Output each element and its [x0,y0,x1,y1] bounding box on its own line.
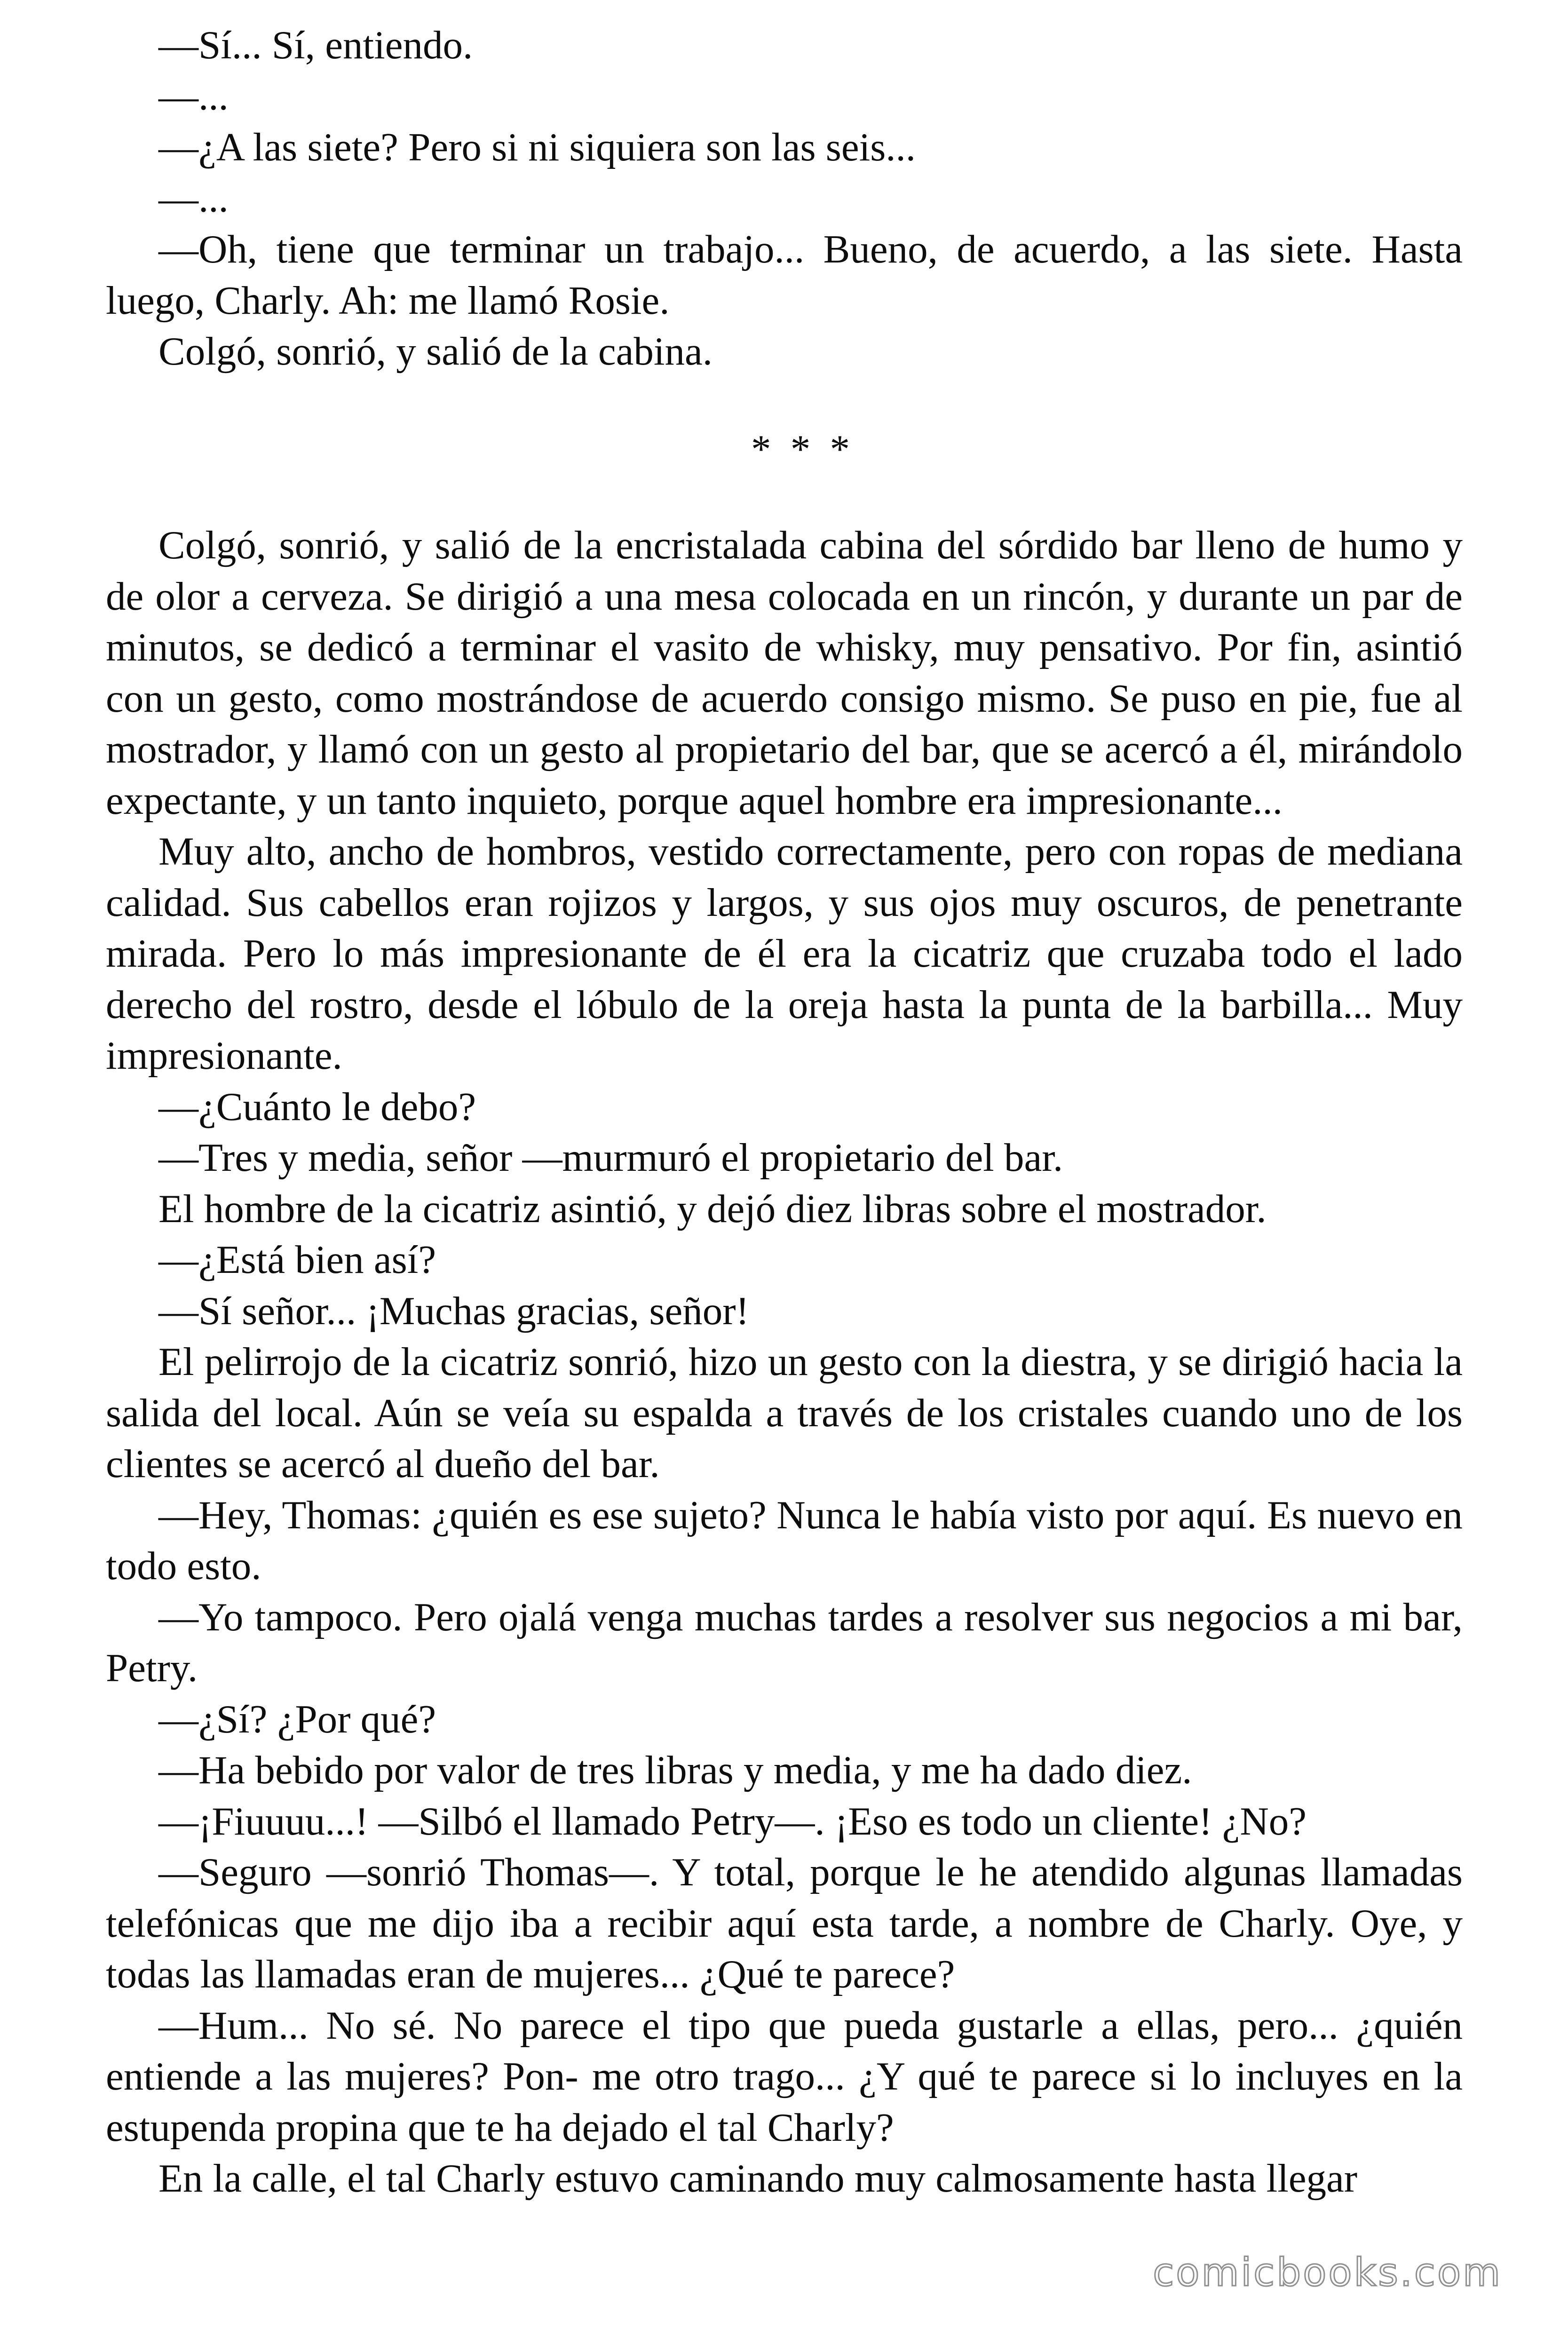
paragraph: —... [158,74,229,119]
paragraph: —... [158,176,229,221]
paragraph: —Yo tampoco. Pero ojalá venga muchas tardes a resolver sus negocios a mi bar, Petry. [106,1595,1463,1690]
paragraph: Colgó, sonrió, y salió de la encristalada cabina del sórdido bar lleno de humo y de olor a cerveza. Se dirigió a una mesa colocada en un rincón, y durante un par de minutos, se dedicó a terminar el vasito de whisky, muy pensativo. Por fin, asintió con un gesto, como mostrándose de acuerdo consigo mismo. Se puso en pie, fue al mostrador, y llamó con un gesto al propietario del bar, que se acercó a él, mirándolo expectante, y un tanto inquieto, porque aquel hombre era impresionante... [106,523,1463,823]
paragraph: Colgó, sonrió, y salió de la cabina. [158,329,713,373]
paragraph: —Sí señor... ¡Muchas gracias, señor! [158,1288,749,1333]
paragraph: —Sí... Sí, entiendo. [158,23,473,67]
watermark: comicbooks.com [1153,2250,1502,2295]
paragraph: —Hey, Thomas: ¿quién es ese sujeto? Nunca le había visto por aquí. Es nuevo en todo esto. [106,1493,1463,1588]
paragraph: —¿Está bien así? [158,1238,436,1282]
paragraph: —¿Sí? ¿Por qué? [158,1697,436,1741]
paragraph: —Oh, tiene que terminar un trabajo... Bueno, de acuerdo, a las siete. Hasta luego, Charly. Ah: me llamó Rosie. [106,227,1463,323]
paragraph: —¡Fiuuuu...! —Silbó el llamado Petry—. ¡Eso es todo un cliente! ¿No? [158,1799,1307,1843]
paragraph: —Hum... No sé. No parece el tipo que pueda gustarle a ellas, pero... ¿quién entiende a las mujeres? Pon- me otro trago... ¿Y qué te parece si lo incluyes en la estupenda propina que te ha dejado el tal Charly? [106,2003,1463,2150]
section-separator: * * * [751,427,855,471]
text-section-top [106,20,1463,377]
paragraph: —¿Cuánto le debo? [158,1084,476,1129]
paragraph: —Seguro —sonrió Thomas—. Y total, porque le he atendido algunas llamadas telefónicas que me dijo iba a recibir aquí esta tarde, a nombre de Charly. Oye, y todas las llamadas eran de mujeres... ¿Qué te parece? [106,1850,1463,1996]
paragraph: En la calle, el tal Charly estuvo caminando muy calmosamente hasta llegar [158,2156,1358,2201]
paragraph: —Ha bebido por valor de tres libras y media, y me ha dado diez. [158,1748,1192,1792]
paragraph: El pelirrojo de la cicatriz sonrió, hizo un gesto con la diestra, y se dirigió hacia la salida del local. Aún se veía su espalda a través de los cristales cuando uno de los clientes se acercó al dueño del bar. [106,1340,1463,1486]
paragraph: —Tres y media, señor —murmuró el propietario del bar. [158,1136,1063,1180]
paragraph: El hombre de la cicatriz asintió, y dejó diez libras sobre el mostrador. [158,1186,1267,1231]
paragraph: Muy alto, ancho de hombros, vestido correctamente, pero con ropas de mediana calidad. Sus cabellos eran rojizos y largos, y sus ojos muy oscuros, de penetrante mirada. Pero lo más impresionante de él era la cicatriz que cruzaba todo el lado derecho del rostro, desde el lóbulo de la oreja hasta la punta de la barbilla... Muy impresionante. [106,829,1463,1078]
text-section-main [106,520,1463,2204]
paragraph: —¿A las siete? Pero si ni siquiera son las seis... [158,125,916,169]
